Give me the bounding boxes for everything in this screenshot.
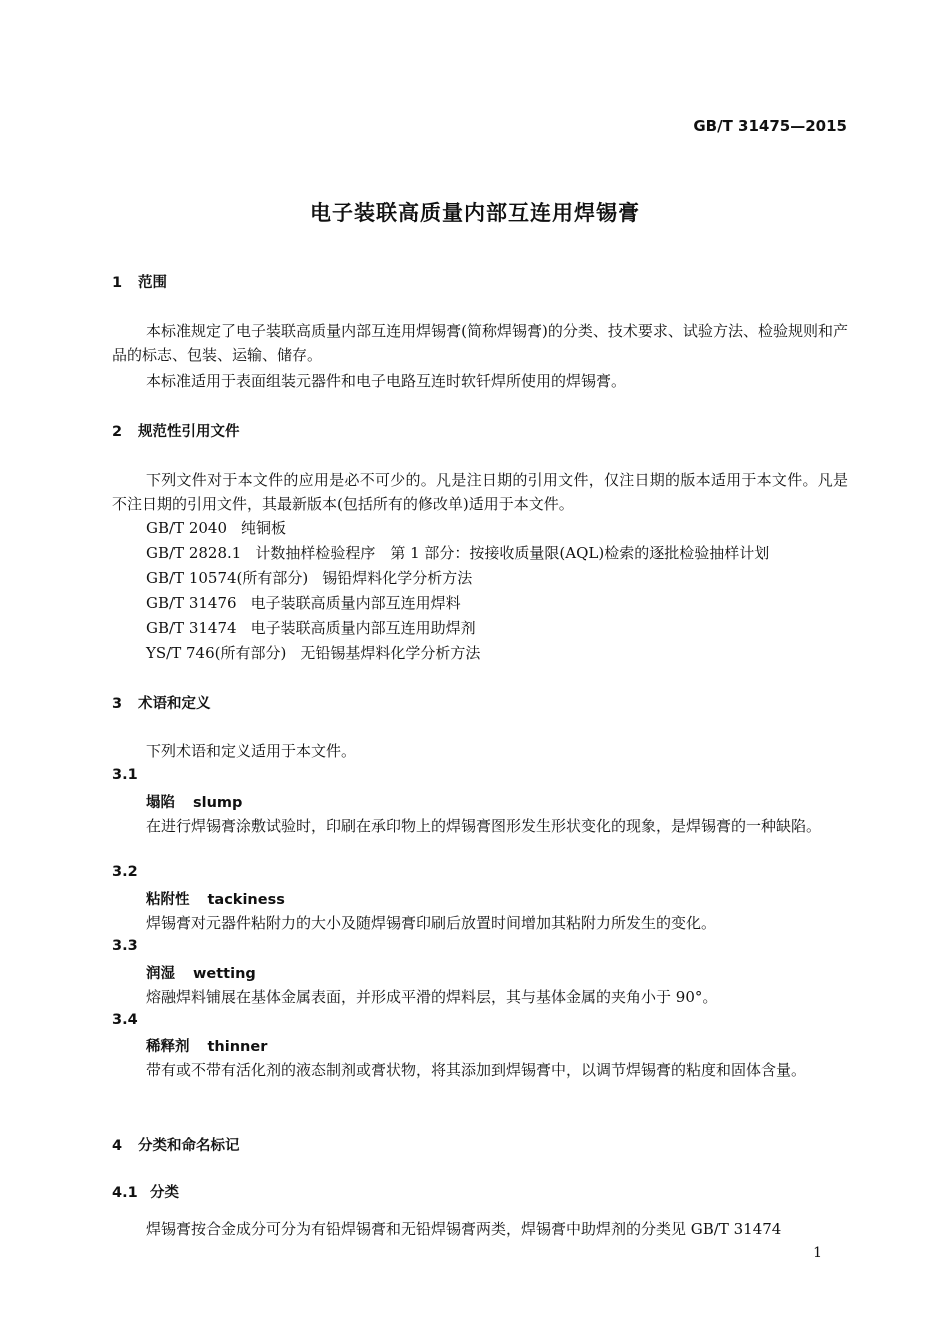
subsection-4-1-heading — [112, 1181, 179, 1202]
reference-code: YS/T 746(所有部分) — [146, 644, 287, 662]
term-zh: 润湿 — [146, 966, 175, 982]
term-definition: 熔融焊料铺展在基体金属表面，并形成平滑的焊料层，其与基体金属的夹角小于 90°。 — [146, 988, 718, 1006]
term-en: slump — [193, 795, 243, 811]
term-en: tackiness — [207, 892, 285, 908]
term-en: thinner — [207, 1039, 268, 1055]
term-number: 3.2 — [112, 864, 138, 880]
term-zh: 塌陷 — [146, 795, 175, 811]
reference-item — [146, 616, 476, 640]
term-title — [146, 888, 285, 909]
term-en: wetting — [193, 966, 256, 982]
section-2-intro: 下列文件对于本文件的应用是必不可少的。凡是注日期的引用文件，仅注日期的版本适用于本文件。凡是不注日期的引用文件，其最新版本(包括所有的修改单)适用于本文件。 — [112, 471, 848, 513]
reference-code: GB/T 2040 — [146, 519, 228, 537]
section-4-heading — [112, 1134, 240, 1155]
section-3-heading — [112, 692, 211, 713]
reference-item — [146, 566, 472, 590]
reference-title: 电子装联高质量内部互连用助焊剂 — [250, 619, 476, 637]
section-number: 3 — [112, 696, 123, 712]
section-title: 范围 — [138, 275, 167, 291]
page-number: 1 — [813, 1245, 822, 1261]
reference-item — [146, 541, 769, 565]
term-definition: 焊锡膏对元器件粘附力的大小及随焊锡膏印刷后放置时间增加其粘附力所发生的变化。 — [146, 914, 717, 932]
reference-title: 无铅锡基焊料化学分析方法 — [300, 644, 481, 662]
section-number: 1 — [112, 275, 123, 291]
term-number: 3.3 — [112, 938, 138, 954]
section-1-heading — [112, 271, 167, 292]
standard-code: GB/T 31475—2015 — [693, 117, 847, 135]
reference-title: 纯铜板 — [241, 519, 287, 537]
reference-code: GB/T 2828.1 — [146, 544, 242, 562]
reference-code: GB/T 31474 — [146, 619, 237, 637]
reference-item — [146, 516, 286, 540]
reference-item — [146, 641, 480, 665]
section-2-heading — [112, 420, 240, 441]
reference-title: 计数抽样检验程序 第 1 部分：按接收质量限(AQL)检索的逐批检验抽样计划 — [255, 544, 770, 562]
section-title: 术语和定义 — [138, 696, 211, 712]
section-title: 分类和命名标记 — [138, 1138, 240, 1154]
term-zh: 粘附性 — [146, 892, 190, 908]
reference-code: GB/T 31476 — [146, 594, 237, 612]
reference-title: 锡铅焊料化学分析方法 — [322, 569, 473, 587]
section-3-intro: 下列术语和定义适用于本文件。 — [146, 742, 357, 760]
subsection-title: 分类 — [150, 1185, 179, 1201]
term-title — [146, 962, 256, 983]
section-1-paragraph-1: 本标准规定了电子装联高质量内部互连用焊锡膏(简称焊锡膏)的分类、技术要求、试验方法、检验规则和产品的标志、包装、运输、储存。 — [112, 322, 848, 364]
term-number: 3.1 — [112, 767, 138, 783]
term-definition: 在进行焊锡膏涂敷试验时，印刷在承印物上的焊锡膏图形发生形状变化的现象，是焊锡膏的一种缺陷。 — [146, 817, 822, 835]
reference-item — [146, 591, 461, 615]
term-number: 3.4 — [112, 1012, 138, 1028]
term-zh: 稀释剂 — [146, 1039, 190, 1055]
subsection-number: 4.1 — [112, 1185, 138, 1201]
reference-code: GB/T 10574(所有部分) — [146, 569, 309, 587]
section-number: 4 — [112, 1138, 123, 1154]
term-title — [146, 791, 242, 812]
reference-title: 电子装联高质量内部互连用焊料 — [250, 594, 461, 612]
term-title — [146, 1035, 267, 1056]
section-1-paragraph-2: 本标准适用于表面组装元器件和电子电路互连时软钎焊所使用的焊锡膏。 — [146, 372, 627, 390]
section-number: 2 — [112, 424, 123, 440]
term-definition: 带有或不带有活化剂的液态制剂或膏状物，将其添加到焊锡膏中，以调节焊锡膏的粘度和固体含量。 — [146, 1061, 807, 1079]
subsection-4-1-text: 焊锡膏按合金成分可分为有铅焊锡膏和无铅焊锡膏两类，焊锡膏中助焊剂的分类见 GB/T 31474 — [146, 1220, 782, 1238]
section-title: 规范性引用文件 — [138, 424, 240, 440]
document-title: 电子装联高质量内部互连用焊锡膏 — [310, 201, 640, 225]
